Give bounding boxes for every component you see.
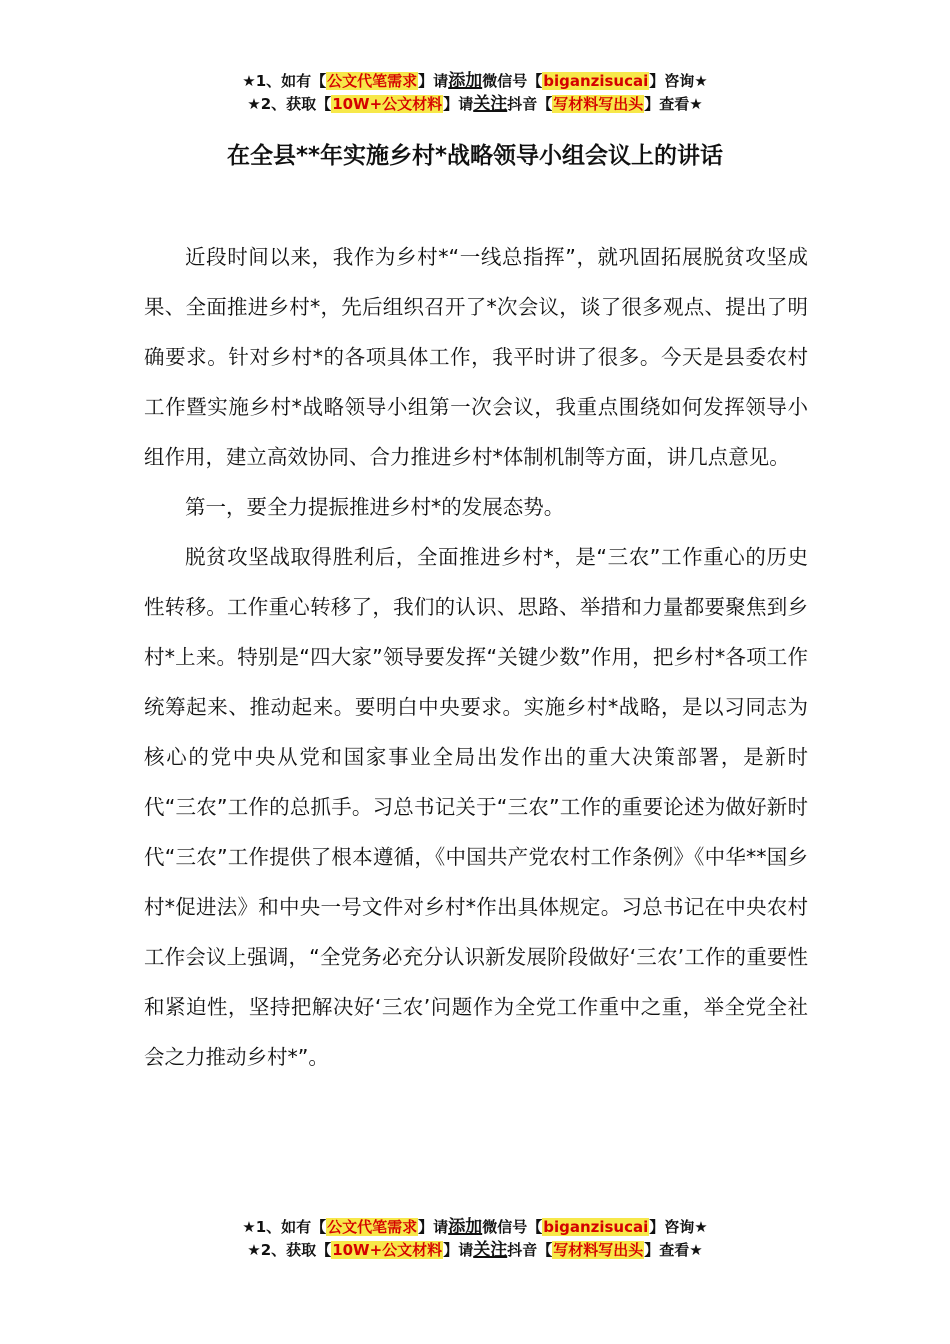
document-title: 在全县**年实施乡村*战略领导小组会议上的讲话 — [226, 143, 724, 169]
ad-line-1 — [0, 70, 950, 93]
ad-banner-top — [0, 70, 950, 116]
ad-text: 】查看★ — [644, 1241, 703, 1259]
ad-highlight: 公文代笔需求 — [327, 1218, 418, 1236]
ad-line-2 — [0, 1239, 950, 1262]
ad-wechat-id: biganzisucai — [543, 72, 649, 90]
ad-text: ★1、如有【 — [242, 72, 327, 90]
ad-text: 】咨询★ — [649, 72, 708, 90]
ad-text: 】请 — [443, 95, 474, 113]
ad-text: 】请 — [418, 1218, 449, 1236]
ad-text: 】请 — [418, 72, 449, 90]
ad-wechat-id: biganzisucai — [543, 1218, 649, 1236]
ad-banner-bottom — [0, 1216, 950, 1262]
ad-text: ★2、获取【 — [247, 95, 332, 113]
document-body — [144, 232, 808, 1082]
ad-text: 】查看★ — [644, 95, 703, 113]
ad-text: 】咨询★ — [649, 1218, 708, 1236]
ad-douyin-id: 写材料写出头 — [553, 1241, 644, 1259]
ad-text: 微信号【 — [482, 72, 543, 90]
ad-underline: 添加 — [448, 1217, 483, 1237]
ad-line-1 — [0, 1216, 950, 1239]
ad-text: ★1、如有【 — [242, 1218, 327, 1236]
ad-line-2 — [0, 93, 950, 116]
ad-underline: 添加 — [448, 71, 483, 91]
section-heading: 第一，要全力提振推进乡村*的发展态势。 — [185, 495, 565, 519]
ad-highlight: 公文代笔需求 — [327, 72, 418, 90]
ad-highlight: 10W+公文材料 — [332, 95, 443, 113]
paragraph: 脱贫攻坚战取得胜利后，全面推进乡村*，是“三农”工作重心的历史性转移。工作重心转移了，我们的认识、思路、举措和力量都要聚焦到乡村*上来。特别是“四大家”领导要发挥“关键少数”作用，把乡村*各项工作统筹起来、推动起来。要明白中央要求。实施乡村*战略，是以习同志为核心的党中央从党和国家事业全局出发作出的重大决策部署，是新时代“三农”工作的总抓手。习总书记关于“三农”工作的重要论述为做好新时代“三农”工作提供了根本遵循，《中国共产党农村工作条例》《中华**国乡村*促进法》和中央一号文件对乡村*作出具体规定。习总书记在中央农村工作会议上强调，“全党务必充分认识新发展阶段做好‘三农’工作的重要性和紧迫性，坚持把解决好‘三农’问题作为全党工作重中之重，举全党全社会之力推动乡村*”。 — [144, 545, 808, 1069]
ad-text: 抖音【 — [507, 1241, 553, 1259]
ad-underline: 关注 — [473, 1240, 508, 1260]
ad-text: 微信号【 — [482, 1218, 543, 1236]
ad-highlight: 10W+公文材料 — [332, 1241, 443, 1259]
ad-text: 】请 — [443, 1241, 474, 1259]
ad-text: 抖音【 — [507, 95, 553, 113]
ad-text: ★2、获取【 — [247, 1241, 332, 1259]
ad-underline: 关注 — [473, 94, 508, 114]
ad-douyin-id: 写材料写出头 — [553, 95, 644, 113]
paragraph: 近段时间以来，我作为乡村*“一线总指挥”，就巩固拓展脱贫攻坚成果、全面推进乡村*，先后组织召开了*次会议，谈了很多观点、提出了明确要求。针对乡村*的各项具体工作，我平时讲了很多。今天是县委农村工作暨实施乡村*战略领导小组第一次会议，我重点围绕如何发挥领导小组作用，建立高效协同、合力推进乡村*体制机制等方面，讲几点意见。 — [144, 245, 808, 469]
